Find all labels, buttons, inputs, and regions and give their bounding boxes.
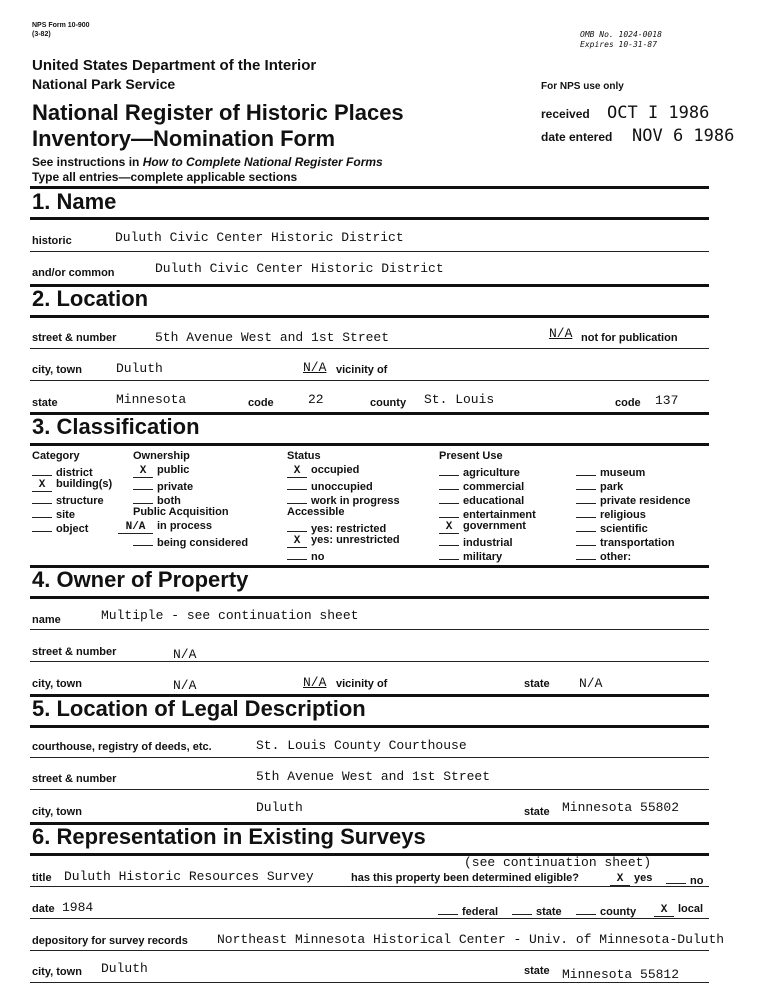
checkbox-eligible-no[interactable] bbox=[666, 872, 703, 887]
checkbox-label: private bbox=[157, 481, 194, 493]
location-city-label: city, town bbox=[32, 364, 82, 376]
checkbox-label: occupied bbox=[311, 464, 360, 476]
checkbox-mark[interactable] bbox=[439, 506, 459, 518]
checkbox-mark[interactable] bbox=[32, 464, 52, 476]
present-use-heading: Present Use bbox=[439, 450, 503, 462]
form-title-line1: National Register of Historic Places bbox=[32, 100, 404, 125]
checkbox-label: structure bbox=[56, 495, 104, 507]
owner-name-field[interactable]: Multiple - see continuation sheet bbox=[101, 608, 359, 623]
section-4-heading: 4. Owner of Property bbox=[32, 567, 249, 592]
checkbox-mark[interactable]: N/A bbox=[118, 522, 153, 534]
checkbox-no[interactable] bbox=[287, 548, 324, 563]
checkbox-label: building(s) bbox=[56, 478, 113, 490]
checkbox-mark[interactable]: X bbox=[439, 522, 459, 534]
checkbox-museum[interactable] bbox=[576, 464, 645, 479]
checkbox-work-in-progress[interactable] bbox=[287, 492, 400, 507]
checkbox-commercial[interactable] bbox=[439, 478, 524, 493]
location-state-field[interactable]: Minnesota bbox=[116, 392, 187, 407]
checkbox-mark[interactable]: X bbox=[32, 480, 52, 492]
checkbox-agriculture[interactable] bbox=[439, 464, 520, 479]
section-rule bbox=[30, 315, 709, 318]
depository-city-field[interactable]: Duluth bbox=[101, 961, 148, 976]
checkbox-mark[interactable]: X bbox=[610, 874, 630, 886]
section-5-heading: 5. Location of Legal Description bbox=[32, 696, 366, 721]
section-rule bbox=[30, 596, 709, 599]
checkbox-label: industrial bbox=[463, 537, 513, 549]
historic-label: historic bbox=[32, 235, 72, 247]
acquisition-heading: Public Acquisition bbox=[133, 506, 229, 518]
checkbox-label: public bbox=[157, 464, 190, 476]
checkbox-mark[interactable] bbox=[133, 492, 153, 504]
checkbox-label: museum bbox=[600, 467, 646, 479]
checkbox-mark[interactable] bbox=[666, 872, 686, 884]
date-entered-value: NOV 6 1986 bbox=[632, 126, 735, 146]
field-rule bbox=[30, 661, 709, 662]
depository-state-field[interactable]: Minnesota 55812 bbox=[562, 967, 680, 982]
checkbox-mark[interactable] bbox=[576, 478, 596, 490]
county-code-label: code bbox=[615, 397, 641, 409]
checkbox-label: being considered bbox=[157, 537, 249, 549]
checkbox-county[interactable] bbox=[576, 903, 636, 918]
checkbox-label: other: bbox=[600, 551, 632, 563]
service-name: National Park Service bbox=[32, 76, 176, 92]
checkbox-government[interactable] bbox=[439, 520, 526, 534]
county-code-field[interactable]: 137 bbox=[655, 393, 679, 408]
common-name-label: and/or common bbox=[32, 267, 115, 279]
owner-vicinity-field[interactable]: N/A bbox=[303, 675, 327, 690]
checkbox-label: military bbox=[463, 551, 503, 563]
instructions-prefix: See instructions in bbox=[32, 155, 143, 169]
checkbox-label: unoccupied bbox=[311, 481, 373, 493]
checkbox-religious[interactable] bbox=[576, 506, 646, 521]
form-number: NPS Form 10-900 bbox=[32, 22, 90, 29]
legal-street-label: street & number bbox=[32, 773, 117, 785]
eligible-label: has this property been determined eligible? bbox=[351, 872, 579, 884]
checkbox-unoccupied[interactable] bbox=[287, 478, 373, 493]
checkbox-mark[interactable] bbox=[512, 903, 532, 915]
checkbox-local[interactable] bbox=[654, 903, 703, 917]
legal-city-label: city, town bbox=[32, 806, 82, 818]
courthouse-field[interactable]: St. Louis County Courthouse bbox=[256, 738, 467, 753]
checkbox-mark[interactable]: X bbox=[287, 536, 307, 548]
checkbox-military[interactable] bbox=[439, 548, 502, 563]
field-rule bbox=[30, 629, 709, 630]
checkbox-mark[interactable] bbox=[287, 478, 307, 490]
checkbox-yes-restricted[interactable] bbox=[287, 520, 386, 535]
depository-field[interactable]: Northeast Minnesota Historical Center - Univ. of Minnesota-Duluth bbox=[217, 932, 725, 947]
field-rule bbox=[30, 789, 709, 790]
checkbox-mark[interactable] bbox=[287, 520, 307, 532]
checkbox-label: entertainment bbox=[463, 509, 536, 521]
category-heading: Category bbox=[32, 450, 80, 462]
checkbox-label: private residence bbox=[600, 495, 691, 507]
form-revision: (3-82) bbox=[32, 31, 51, 38]
checkbox-mark[interactable] bbox=[439, 464, 459, 476]
checkbox-mark[interactable] bbox=[438, 903, 458, 915]
checkbox-label: no bbox=[311, 551, 325, 563]
checkbox-mark[interactable]: X bbox=[287, 466, 307, 478]
checkbox-mark[interactable] bbox=[576, 534, 596, 546]
owner-vicinity-label: vicinity of bbox=[336, 678, 388, 690]
checkbox-label: transportation bbox=[600, 537, 675, 549]
checkbox-label: religious bbox=[600, 509, 646, 521]
checkbox-label: site bbox=[56, 509, 75, 521]
checkbox-state[interactable] bbox=[512, 903, 562, 918]
section-rule bbox=[30, 443, 709, 446]
checkbox-site[interactable] bbox=[32, 506, 75, 521]
continuation-note: (see continuation sheet) bbox=[464, 855, 652, 870]
field-rule bbox=[30, 982, 709, 983]
checkbox-label: government bbox=[463, 520, 526, 532]
checkbox-mark[interactable]: X bbox=[133, 466, 153, 478]
owner-city-field[interactable]: N/A bbox=[173, 678, 197, 693]
depository-city-label: city, town bbox=[32, 966, 82, 978]
field-rule bbox=[30, 918, 709, 919]
checkbox-other[interactable] bbox=[576, 548, 631, 563]
checkbox-structure[interactable] bbox=[32, 492, 104, 507]
section-6-heading: 6. Representation in Existing Surveys bbox=[32, 824, 426, 849]
not-for-publication-field[interactable]: N/A bbox=[549, 326, 573, 341]
owner-street-field[interactable]: N/A bbox=[173, 647, 197, 662]
checkbox-district[interactable] bbox=[32, 464, 93, 479]
checkbox-mark[interactable] bbox=[32, 492, 52, 504]
survey-date-label: date bbox=[32, 903, 55, 915]
checkbox-label: no bbox=[690, 875, 704, 887]
nps-use-label: For NPS use only bbox=[541, 81, 624, 92]
received-value: OCT I 1986 bbox=[607, 103, 710, 123]
county-field[interactable]: St. Louis bbox=[424, 392, 495, 407]
checkbox-private-residence[interactable] bbox=[576, 492, 691, 507]
section-1-heading: 1. Name bbox=[32, 189, 117, 214]
owner-state-field[interactable]: N/A bbox=[579, 676, 603, 691]
checkbox-public[interactable] bbox=[133, 464, 189, 478]
checkbox-occupied[interactable] bbox=[287, 464, 359, 478]
field-rule bbox=[30, 380, 709, 381]
checkbox-label: commercial bbox=[463, 481, 525, 493]
checkbox-label: yes: restricted bbox=[311, 523, 387, 535]
field-rule bbox=[30, 251, 709, 252]
checkbox-mark[interactable] bbox=[133, 534, 153, 546]
field-rule bbox=[30, 348, 709, 349]
checkbox-eligible-yes[interactable] bbox=[610, 872, 652, 886]
checkbox-both[interactable] bbox=[133, 492, 181, 507]
date-entered-label: date entered bbox=[541, 130, 613, 144]
form-title-line2: Inventory—Nomination Form bbox=[32, 126, 336, 151]
ownership-heading: Ownership bbox=[133, 450, 190, 462]
checkbox-label: park bbox=[600, 481, 624, 493]
checkbox-buildings[interactable] bbox=[32, 478, 112, 492]
accessible-heading: Accessible bbox=[287, 506, 345, 518]
location-street-label: street & number bbox=[32, 332, 117, 344]
legal-state-field[interactable]: Minnesota 55802 bbox=[562, 800, 680, 815]
owner-street-label: street & number bbox=[32, 646, 117, 658]
checkbox-mark[interactable] bbox=[32, 506, 52, 518]
state-code-label: code bbox=[248, 397, 274, 409]
section-2-heading: 2. Location bbox=[32, 286, 149, 311]
checkbox-mark[interactable] bbox=[439, 492, 459, 504]
owner-name-label: name bbox=[32, 614, 61, 626]
checkbox-mark[interactable] bbox=[576, 492, 596, 504]
checkbox-mark[interactable] bbox=[287, 492, 307, 504]
checkbox-mark[interactable] bbox=[32, 520, 52, 532]
legal-city-field[interactable]: Duluth bbox=[256, 800, 303, 815]
checkbox-label: scientific bbox=[600, 523, 648, 535]
checkbox-scientific[interactable] bbox=[576, 520, 648, 535]
legal-state-label: state bbox=[524, 806, 550, 818]
checkbox-label: yes: unrestricted bbox=[311, 534, 400, 546]
checkbox-label: federal bbox=[462, 906, 499, 918]
instructions-line2: Type all entries—complete applicable sections bbox=[32, 170, 298, 184]
received-label: received bbox=[541, 107, 590, 121]
checkbox-mark[interactable] bbox=[133, 478, 153, 490]
checkbox-label: object bbox=[56, 523, 89, 535]
checkbox-label: in process bbox=[157, 520, 213, 532]
checkbox-label: county bbox=[600, 906, 637, 918]
checkbox-educational[interactable] bbox=[439, 492, 524, 507]
checkbox-mark[interactable] bbox=[439, 548, 459, 560]
instructions-title: How to Complete National Register Forms bbox=[142, 155, 383, 169]
status-heading: Status bbox=[287, 450, 321, 462]
survey-date-field[interactable]: 1984 bbox=[62, 900, 94, 915]
omb-expires: Expires 10-31-87 bbox=[580, 40, 658, 49]
location-street-field[interactable]: 5th Avenue West and 1st Street bbox=[155, 330, 390, 345]
checkbox-label: educational bbox=[463, 495, 525, 507]
checkbox-entertainment[interactable] bbox=[439, 506, 536, 521]
checkbox-label: agriculture bbox=[463, 467, 520, 479]
survey-title-label: title bbox=[32, 872, 52, 884]
county-label: county bbox=[370, 397, 407, 409]
checkbox-mark[interactable] bbox=[576, 506, 596, 518]
checkbox-being-considered[interactable] bbox=[133, 534, 248, 549]
section-rule bbox=[30, 725, 709, 728]
checkbox-object[interactable] bbox=[32, 520, 88, 535]
checkbox-label: both bbox=[157, 495, 181, 507]
checkbox-federal[interactable] bbox=[438, 903, 498, 918]
section-rule bbox=[30, 186, 709, 189]
checkbox-mark[interactable] bbox=[576, 464, 596, 476]
courthouse-label: courthouse, registry of deeds, etc. bbox=[32, 741, 212, 753]
omb-number: OMB No. 1024-0018 bbox=[580, 30, 662, 39]
location-city-field[interactable]: Duluth bbox=[116, 361, 163, 376]
checkbox-label: state bbox=[536, 906, 562, 918]
not-for-publication-label: not for publication bbox=[581, 332, 678, 344]
checkbox-mark[interactable] bbox=[439, 478, 459, 490]
checkbox-yes-unrestricted[interactable] bbox=[287, 534, 400, 548]
checkbox-private[interactable] bbox=[133, 478, 193, 493]
location-vicinity-field[interactable]: N/A bbox=[303, 360, 327, 375]
checkbox-park[interactable] bbox=[576, 478, 623, 493]
checkbox-label: work in progress bbox=[311, 495, 400, 507]
location-vicinity-label: vicinity of bbox=[336, 364, 388, 376]
owner-city-label: city, town bbox=[32, 678, 82, 690]
depository-state-label: state bbox=[524, 965, 550, 977]
checkbox-in-process[interactable] bbox=[118, 520, 212, 534]
instructions-line1 bbox=[32, 155, 383, 169]
field-rule bbox=[30, 757, 709, 758]
owner-state-label: state bbox=[524, 678, 550, 690]
checkbox-label: yes bbox=[634, 872, 653, 884]
checkbox-label: district bbox=[56, 467, 93, 479]
section-rule bbox=[30, 217, 709, 220]
legal-street-field[interactable]: 5th Avenue West and 1st Street bbox=[256, 769, 491, 784]
department-name: United States Department of the Interior bbox=[32, 57, 317, 74]
survey-title-field[interactable]: Duluth Historic Resources Survey bbox=[64, 869, 314, 884]
field-rule bbox=[30, 950, 709, 951]
depository-label: depository for survey records bbox=[32, 935, 188, 947]
historic-name-field[interactable]: Duluth Civic Center Historic District bbox=[115, 230, 404, 245]
checkbox-transportation[interactable] bbox=[576, 534, 675, 549]
checkbox-mark[interactable]: X bbox=[654, 905, 674, 917]
section-3-heading: 3. Classification bbox=[32, 414, 200, 439]
state-code-field[interactable]: 22 bbox=[308, 392, 324, 407]
checkbox-mark[interactable] bbox=[576, 520, 596, 532]
checkbox-mark[interactable] bbox=[576, 903, 596, 915]
checkbox-mark[interactable] bbox=[287, 548, 307, 560]
field-rule bbox=[30, 886, 709, 887]
checkbox-industrial[interactable] bbox=[439, 534, 513, 549]
checkbox-label: local bbox=[678, 903, 704, 915]
checkbox-mark[interactable] bbox=[439, 534, 459, 546]
common-name-field[interactable]: Duluth Civic Center Historic District bbox=[155, 261, 444, 276]
checkbox-mark[interactable] bbox=[576, 548, 596, 560]
location-state-label: state bbox=[32, 397, 58, 409]
